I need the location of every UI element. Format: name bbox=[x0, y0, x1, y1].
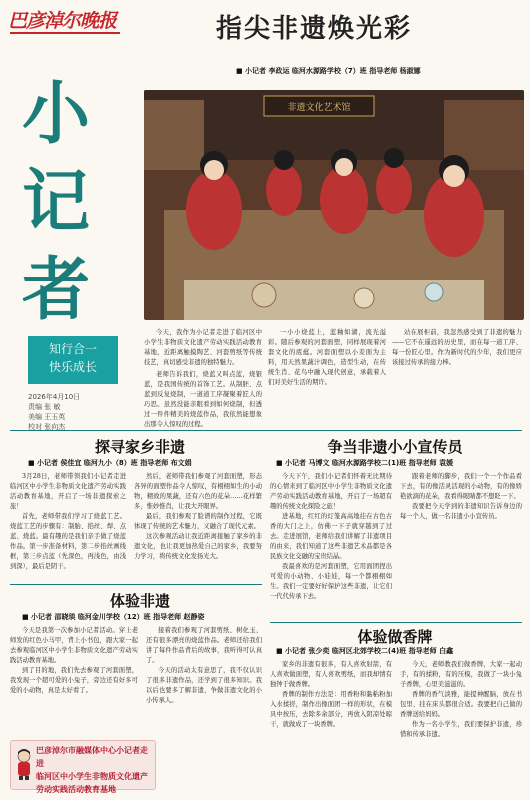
story1-byline: ■ 小记者 侯佳宜 临河九小（8）班 指导老师 布文娟 bbox=[28, 459, 192, 467]
story3-col-2 bbox=[146, 626, 262, 792]
story1-col-1 bbox=[10, 472, 126, 580]
masthead-underline bbox=[10, 32, 120, 34]
lead-col-2 bbox=[268, 328, 386, 428]
story4-paragraph: 今天，老师教我们做香牌，大家一起动手，有的揉粉，有的压模，我做了一块小兔子香牌，心里美滋滋的。 bbox=[400, 661, 522, 688]
section-title-text: 小记者 bbox=[22, 74, 91, 330]
lead-byline: ■ 小记者 李政运 临河水源路学校（7）班 指导老师 杨淑娜 bbox=[236, 67, 421, 75]
divider-mid-right bbox=[270, 622, 522, 623]
story4-paragraph: 香牌的香气淡雅，能提神醒脑，放在书包里、挂在床头都很合适。我要把自己做的香牌送给妈妈。 bbox=[400, 691, 522, 718]
lead-photo bbox=[144, 90, 524, 320]
story1-title: 探寻家乡非遗 bbox=[94, 438, 185, 456]
slogan-line2: 快乐成长 bbox=[48, 360, 97, 374]
story3-byline: ■ 小记者 邵晓琰 临河金川学校（12）班 指导老师 赵静姿 bbox=[22, 613, 205, 621]
story2-paragraph: 跟着老师的脚步，我们一个一个作品看下去，有的像活灵活现的小动物，有的像娇艳欲滴的花朵，我看得眼睛都不想眨一下。 bbox=[400, 473, 522, 500]
divider-mid-left bbox=[10, 584, 262, 585]
lead-col-3 bbox=[392, 328, 522, 428]
slogan-line1: 知行合一 bbox=[48, 342, 97, 356]
story4-paragraph: 作为一名小学生，我们要保护非遗，珍惜和传承非遗。 bbox=[400, 721, 522, 738]
issue-proofreader: 校对 张向杰 bbox=[28, 423, 66, 431]
lead-paragraph: 一小小烧蓝上，蓝釉如湖，流光溢彩。随后参观的河套面塑，同样展现着河套文化的底蕴。河套面塑以小麦面为主料，用天然果蔬汁调色，造型生动，在传统生肖、花鸟中融入现代创意，承载着人们对美好生活的期许。 bbox=[268, 329, 386, 386]
story3-title: 体验非遗 bbox=[109, 592, 170, 610]
story2-title: 争当非遗小小宣传员 bbox=[327, 438, 463, 456]
divider-top bbox=[10, 430, 522, 431]
lead-paragraph: 老师告诉我们，烧蓝又叫点蓝，烧银蓝，是我国传统的首饰工艺。从制胚、点蓝到反复烧制，一道道工序凝聚着匠人的巧思。虽然没能亲眼看到如何烧制，但透过一件件精美的烧蓝作品，我依然能想象出那令人惊叹的过程。 bbox=[144, 371, 262, 428]
issue-date: 2026年4月10日 bbox=[28, 393, 81, 401]
issue-designer: 美编 王玉英 bbox=[28, 413, 66, 421]
story1-paragraph: 3月28日，老师带领我们小记者走进临河区中小学生非物质文化遗产劳动实践活动教育基地，开启了一场非遗探索之旅！ bbox=[10, 473, 126, 510]
story1-paragraph: 首先，老师带我们学习了烧蓝工艺。烧蓝工艺的步骤有：制胎、掐丝、焊、点蓝、烧蓝。最有趣的是我们亲手做了烧蓝作品。第一步准备材料，第二步掐丝画线框，第三步点蓝（先深色，再浅色，由浅到深），最后是阴干。 bbox=[10, 513, 126, 570]
issue-editor: 责编 张 敏 bbox=[28, 403, 61, 411]
story2-col-2 bbox=[400, 472, 522, 618]
story2-paragraph: 我最喜欢的是河套面塑，它用面团捏出可爱的小动物、小娃娃，每一个都栩栩如生。我们一定要好好保护这些非遗，让它们一代代传承下去。 bbox=[270, 563, 392, 600]
story3-paragraph: 到了目的地，我们先去参观了河套面塑，我发现一个超可爱的小兔子，旁边还有好多可爱的小动物，真是太好看了。 bbox=[10, 667, 138, 694]
lead-paragraph: 站在展柜前，我忽然感受到了非遗的魅力——它不在遥远的历史里，而在每一道工序、每一份匠心里。作为新时代的少年，我们更应该接过传承的接力棒。 bbox=[392, 329, 522, 366]
mascot-icon bbox=[14, 748, 34, 780]
banner-line3: 劳动实践活动教育基地 bbox=[36, 785, 116, 794]
story2-col-1 bbox=[270, 472, 392, 618]
story4-title: 体验做香牌 bbox=[357, 628, 433, 646]
lead-headline: 指尖非遗焕光彩 bbox=[216, 14, 413, 44]
story2-byline: ■ 小记者 马博文 临河水源路学校二(1)班 指导老师 袁媛 bbox=[276, 459, 454, 467]
story1-paragraph: 最后，我们参观了脸谱的制作过程，它既体现了传统的艺术魅力，又融合了现代元素。 bbox=[134, 513, 262, 530]
lead-col-1 bbox=[144, 328, 262, 428]
masthead-logo: 巴彦淖尔晚报 bbox=[8, 10, 117, 32]
story3-col-1 bbox=[10, 626, 138, 734]
workshop-photo-illustration bbox=[144, 90, 524, 320]
issue-meta bbox=[28, 392, 128, 432]
banner-text bbox=[36, 744, 152, 796]
slogan-box bbox=[28, 336, 118, 384]
story4-byline: ■ 小记者 张少奕 临河区北郊学校二(4)班 指导老师 白鑫 bbox=[276, 647, 454, 655]
story1-paragraph: 然后，老师带我们参观了河套面塑，形态各异的面塑作品令人惊叹，有栩栩如生的小动物，精致的果蔬，还有六色的花朵……花样繁多，惟妙惟肖，让我大开眼界。 bbox=[134, 473, 262, 510]
banner-line1: 巴彦淖尔市融媒体中心小记者走进 bbox=[36, 746, 148, 768]
story1-paragraph: 这次参观活动让我近距离接触了家乡的非遗文化，也让我更加热爱自己的家乡，我要努力学习，将传统文化发扬光大。 bbox=[134, 533, 262, 560]
story2-paragraph: 进基地，红红的灯笼高高地挂在古色古香的大门之上，仿佛一下子就穿越到了过去。走进展馆，老师给我们讲解了非遗项目的由来，我们知道了这些非遗艺术品都是各民族文化交融的宝贵结晶。 bbox=[270, 513, 392, 560]
story3-paragraph: 今天的活动太有意思了，我不仅认识了很多非遗作品，还学到了很多知识。我以后也要多了解非遗，争做非遗文化的小小传承人。 bbox=[146, 667, 262, 704]
banner-line2: 临河区中小学生非物质文化遗产 bbox=[36, 772, 148, 781]
story3-paragraph: 今天是我第一次参加小记者活动。穿上老师发的红色小马甲，背上小书包，跟大家一起去参观临河区中小学生非物质文化遗产劳动实践活动教育基地。 bbox=[10, 627, 138, 664]
story4-col-2 bbox=[400, 660, 522, 792]
photo-sign-text: 非遗文化艺术馆 bbox=[287, 103, 351, 113]
story2-paragraph: 今天下午，我们小记者们怀着无比期待的心情来到了临河区中小学生非物质文化遗产劳动实践活动教育基地，开启了一场超有趣的传统文化探险之旅！ bbox=[270, 473, 392, 510]
section-title bbox=[22, 70, 128, 334]
lead-paragraph: 今天，我作为小记者走进了临河区中小学生非物质文化遗产劳动实践活动教育基地，近距离触摸陶艺、河套剪纸等传统技艺，真切感受非遗的独特魅力。 bbox=[144, 329, 262, 366]
story4-paragraph: 家乡的非遗有很多，有人喜欢射箭，有人喜欢做面塑，有人喜欢剪纸，而我却情有独钟于做香牌。 bbox=[270, 661, 392, 688]
story1-col-2 bbox=[134, 472, 262, 580]
story4-col-1 bbox=[270, 660, 392, 792]
story3-paragraph: 接着我们参观了河套剪纸、树化玉、还有很多漂亮的烧蓝作品。老师还给我们讲了每件作品背后的故事，我听得可认真了。 bbox=[146, 627, 262, 664]
story2-paragraph: 我要把今天学到的非遗知识告诉身边的每一个人，做一名非遗小小宣传员。 bbox=[400, 503, 522, 520]
story4-paragraph: 香牌的制作方法是：用香粉和黏粘粉加入水揉搓，制作出像面团一样的形状，在模具中按压，去除多余部分，再放入阴凉处晾干，就做成了一块香牌。 bbox=[270, 691, 392, 728]
